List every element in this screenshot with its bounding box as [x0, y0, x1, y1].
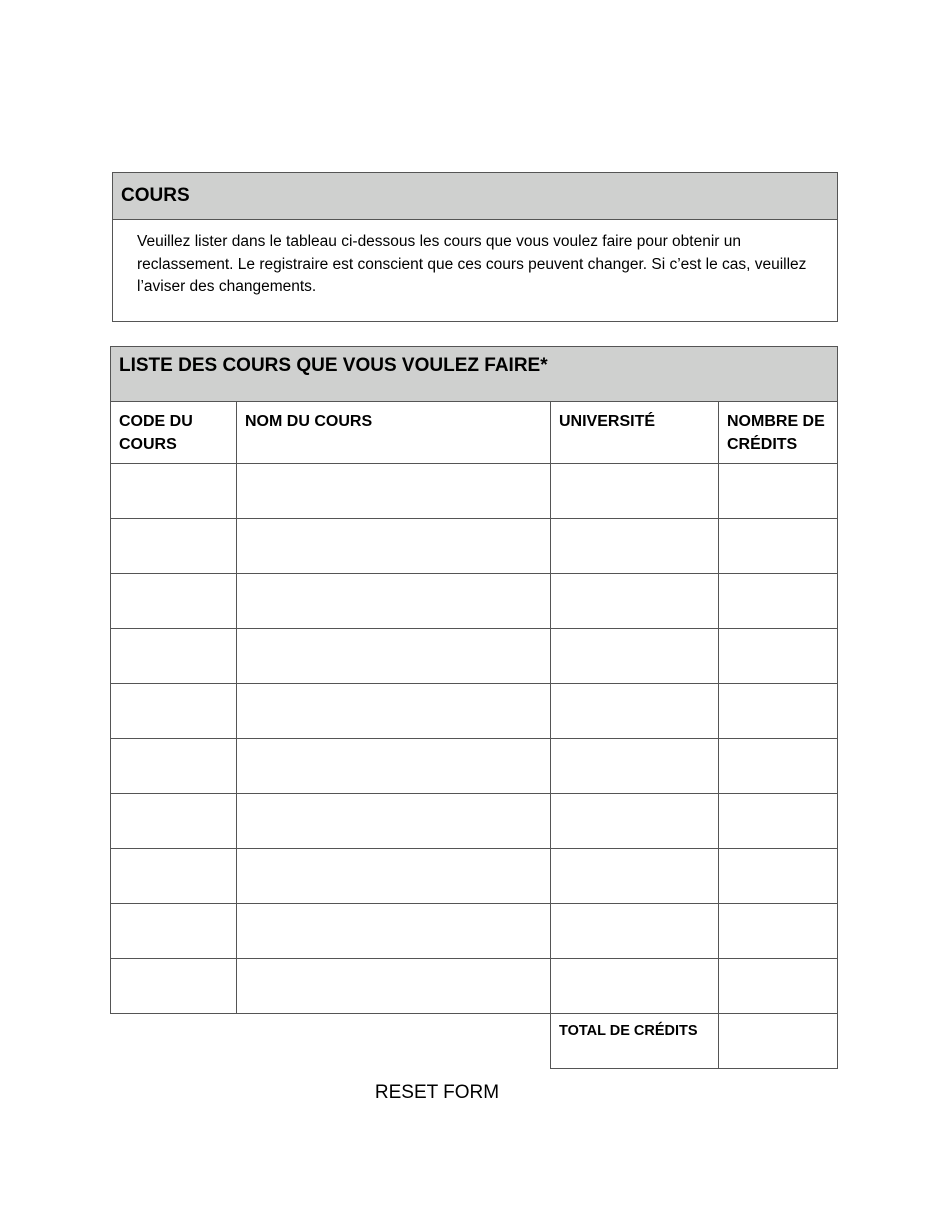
course-code-cell[interactable]: [111, 904, 237, 959]
course-name-cell[interactable]: [237, 464, 551, 519]
total-credits-cell[interactable]: [719, 1014, 838, 1069]
course-code-cell[interactable]: [111, 574, 237, 629]
credits-cell[interactable]: [719, 959, 838, 1014]
course-name-cell[interactable]: [237, 904, 551, 959]
credits-input[interactable]: [719, 684, 837, 738]
course-code-input[interactable]: [111, 794, 236, 848]
university-cell[interactable]: [551, 904, 719, 959]
column-header-code: CODE DU COURS: [111, 402, 237, 464]
course-name-input[interactable]: [237, 629, 550, 683]
credits-input[interactable]: [719, 629, 837, 683]
course-name-cell[interactable]: [237, 574, 551, 629]
university-cell[interactable]: [551, 684, 719, 739]
university-input[interactable]: [551, 739, 718, 793]
university-input[interactable]: [551, 849, 718, 903]
university-input[interactable]: [551, 959, 718, 1013]
course-code-input[interactable]: [111, 574, 236, 628]
course-row: [111, 739, 838, 794]
course-name-input[interactable]: [237, 959, 550, 1013]
course-name-input[interactable]: [237, 464, 550, 518]
course-list-title: LISTE DES COURS QUE VOUS VOULEZ FAIRE*: [111, 347, 838, 402]
course-name-input[interactable]: [237, 684, 550, 738]
university-cell[interactable]: [551, 519, 719, 574]
course-code-input[interactable]: [111, 904, 236, 958]
course-row: [111, 684, 838, 739]
course-row: [111, 904, 838, 959]
course-name-input[interactable]: [237, 574, 550, 628]
course-row: [111, 959, 838, 1014]
credits-input[interactable]: [719, 739, 837, 793]
course-code-cell[interactable]: [111, 739, 237, 794]
total-credits-label: TOTAL DE CRÉDITS: [551, 1014, 719, 1069]
course-name-cell[interactable]: [237, 684, 551, 739]
course-list-table: [110, 346, 838, 1069]
university-input[interactable]: [551, 574, 718, 628]
reset-form-button[interactable]: RESET FORM: [370, 1080, 504, 1106]
university-cell[interactable]: [551, 959, 719, 1014]
course-name-input[interactable]: [237, 739, 550, 793]
course-name-input[interactable]: [237, 519, 550, 573]
credits-input[interactable]: [719, 464, 837, 518]
course-code-cell[interactable]: [111, 519, 237, 574]
course-code-input[interactable]: [111, 629, 236, 683]
university-input[interactable]: [551, 629, 718, 683]
university-cell[interactable]: [551, 739, 719, 794]
column-header-name: NOM DU COURS: [237, 402, 551, 464]
course-name-cell[interactable]: [237, 629, 551, 684]
course-name-input[interactable]: [237, 904, 550, 958]
university-cell[interactable]: [551, 574, 719, 629]
course-code-cell[interactable]: [111, 794, 237, 849]
course-row: [111, 794, 838, 849]
credits-cell[interactable]: [719, 739, 838, 794]
credits-cell[interactable]: [719, 904, 838, 959]
credits-input[interactable]: [719, 519, 837, 573]
course-name-cell[interactable]: [237, 849, 551, 904]
university-cell[interactable]: [551, 849, 719, 904]
university-cell[interactable]: [551, 794, 719, 849]
course-row: [111, 849, 838, 904]
credits-cell[interactable]: [719, 574, 838, 629]
course-code-cell[interactable]: [111, 629, 237, 684]
credits-cell[interactable]: [719, 629, 838, 684]
credits-cell[interactable]: [719, 464, 838, 519]
course-row: [111, 574, 838, 629]
column-header-university: UNIVERSITÉ: [551, 402, 719, 464]
total-row: [111, 1014, 838, 1069]
course-code-cell[interactable]: [111, 684, 237, 739]
course-code-input[interactable]: [111, 739, 236, 793]
course-name-input[interactable]: [237, 794, 550, 848]
column-header-credits: NOMBRE DE CRÉDITS: [719, 402, 838, 464]
course-row: [111, 464, 838, 519]
course-name-cell[interactable]: [237, 794, 551, 849]
credits-cell[interactable]: [719, 519, 838, 574]
cours-section-title: COURS: [113, 173, 837, 220]
credits-input[interactable]: [719, 904, 837, 958]
course-name-input[interactable]: [237, 849, 550, 903]
column-header-row: [111, 402, 838, 464]
university-cell[interactable]: [551, 464, 719, 519]
course-code-cell[interactable]: [111, 959, 237, 1014]
credits-input[interactable]: [719, 574, 837, 628]
cours-section: [112, 172, 838, 322]
credits-cell[interactable]: [719, 794, 838, 849]
course-code-input[interactable]: [111, 684, 236, 738]
university-input[interactable]: [551, 684, 718, 738]
university-input[interactable]: [551, 464, 718, 518]
university-input[interactable]: [551, 794, 718, 848]
university-input[interactable]: [551, 519, 718, 573]
course-rows: [111, 464, 838, 1014]
total-credits-input[interactable]: [719, 1014, 837, 1068]
credits-cell[interactable]: [719, 849, 838, 904]
course-name-cell[interactable]: [237, 959, 551, 1014]
credits-input[interactable]: [719, 959, 837, 1013]
university-cell[interactable]: [551, 629, 719, 684]
course-code-cell[interactable]: [111, 464, 237, 519]
course-name-cell[interactable]: [237, 519, 551, 574]
total-spacer: [111, 1014, 551, 1069]
course-row: [111, 519, 838, 574]
course-code-cell[interactable]: [111, 849, 237, 904]
course-code-input[interactable]: [111, 519, 236, 573]
course-code-input[interactable]: [111, 849, 236, 903]
course-code-input[interactable]: [111, 959, 236, 1013]
course-row: [111, 629, 838, 684]
course-name-cell[interactable]: [237, 739, 551, 794]
credits-input[interactable]: [719, 849, 837, 903]
university-input[interactable]: [551, 904, 718, 958]
credits-cell[interactable]: [719, 684, 838, 739]
cours-instructions: Veuillez lister dans le tableau ci-dessous les cours que vous voulez faire pour obtenir un reclassement. Le registraire est conscient que ces cours peuvent changer. Si c’est le cas, veuillez l’aviser des changements.: [137, 233, 807, 295]
credits-input[interactable]: [719, 794, 837, 848]
course-code-input[interactable]: [111, 464, 236, 518]
